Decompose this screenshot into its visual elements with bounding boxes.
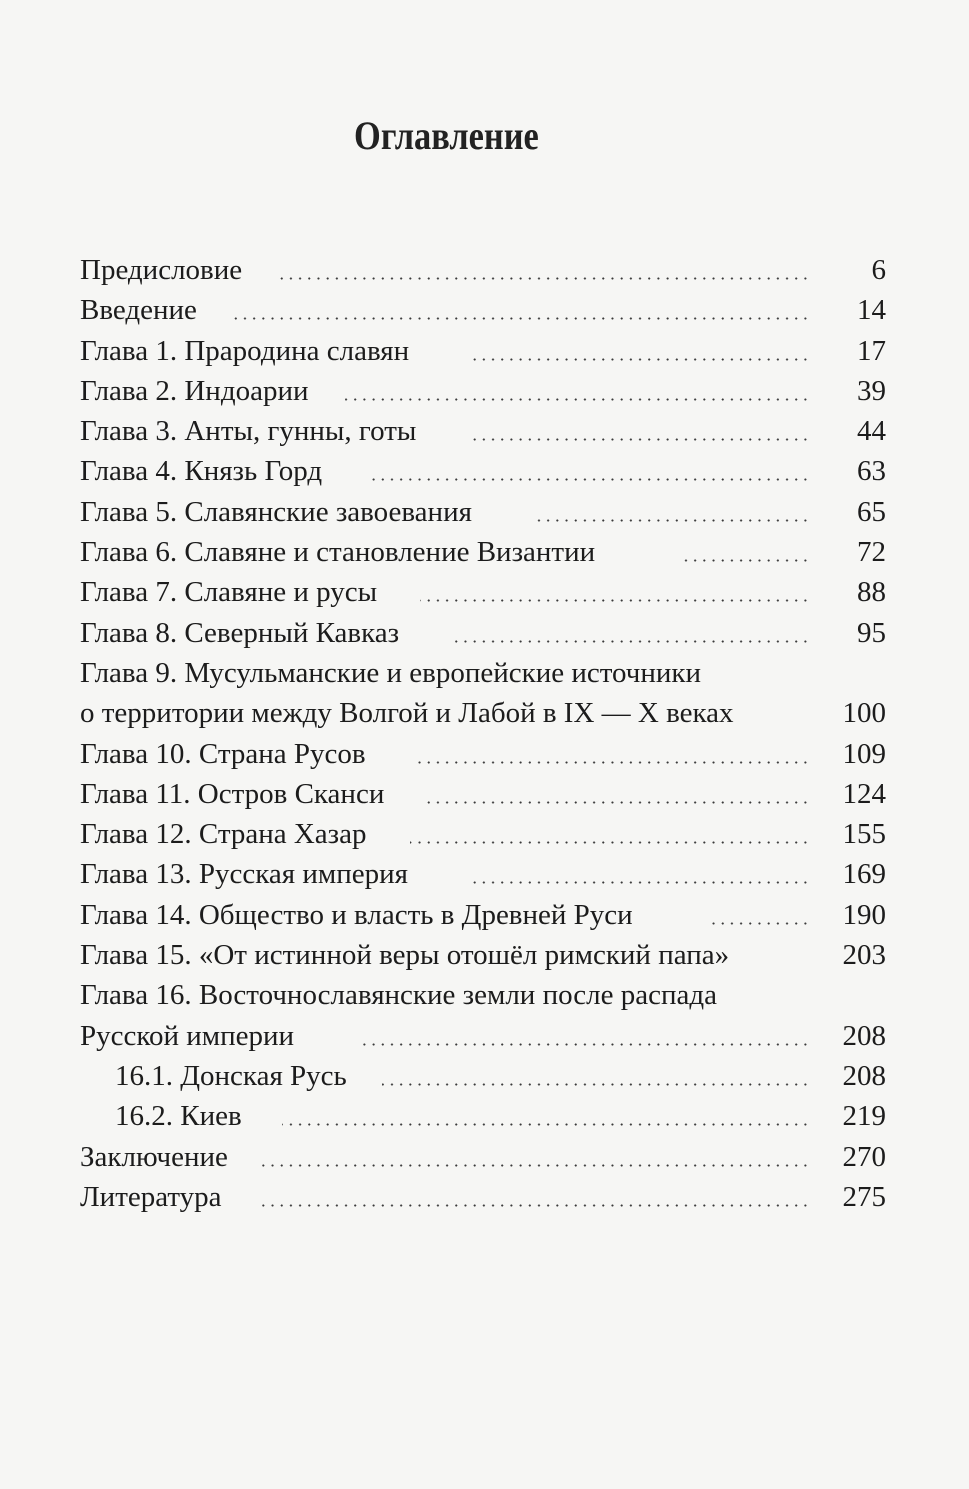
toc-entry (80, 653, 886, 693)
toc-page-number: 208 (842, 1019, 886, 1052)
toc-entry (80, 411, 886, 451)
toc-page-number: 203 (842, 939, 886, 972)
dot-leader (345, 398, 810, 401)
dot-leader (262, 1164, 810, 1167)
toc-page-number: 155 (842, 818, 886, 851)
toc-entry-title: Глава 6. Славяне и становление Византии (80, 536, 596, 569)
toc-page-number: 275 (842, 1180, 886, 1213)
dot-leader (362, 1043, 810, 1046)
toc-page-number: 109 (842, 737, 886, 770)
toc-entry (80, 572, 886, 612)
toc-entry-title: Русской империи (80, 1019, 295, 1052)
dot-leader (420, 599, 810, 602)
toc-entry-title: Глава 8. Северный Кавказ (80, 616, 400, 649)
toc-entry (80, 734, 886, 774)
toc-entry (80, 290, 886, 330)
toc-entry (80, 371, 886, 411)
page-title: Оглавление (354, 113, 539, 158)
dot-leader (282, 1123, 810, 1126)
toc-page-number: 124 (842, 777, 886, 810)
toc-page-number: 169 (842, 858, 886, 891)
toc-page-number: 17 (857, 334, 886, 367)
toc-entry (80, 331, 886, 371)
toc-entry-title: 16.1. Донская Русь (115, 1059, 347, 1092)
toc-entry-title: Заключение (80, 1140, 228, 1173)
toc-page-number: 190 (842, 898, 886, 931)
toc-entry-title: Глава 15. «От истинной веры отошёл римский папа» (80, 939, 730, 972)
dot-leader (262, 1204, 810, 1207)
toc-entry (80, 895, 886, 935)
toc-entry (80, 613, 886, 653)
toc-page-number: 72 (857, 536, 886, 569)
toc-entry (80, 1137, 886, 1177)
table-of-contents (80, 250, 886, 1217)
dot-leader (372, 478, 810, 481)
toc-entry-title: Глава 4. Князь Горд (80, 455, 323, 488)
toc-entry-title: Глава 10. Страна Русов (80, 737, 366, 770)
toc-entry-title: Глава 1. Прародина славян (80, 334, 410, 367)
toc-page-number: 39 (857, 374, 886, 407)
toc-entry (80, 1096, 886, 1136)
toc-entry-title: Глава 7. Славяне и русы (80, 576, 378, 609)
toc-entry-title: Глава 9. Мусульманские и европейские источники (80, 656, 701, 689)
toc-page-number: 88 (857, 576, 886, 609)
dot-leader (425, 801, 810, 804)
toc-entry-title: Глава 13. Русская империя (80, 858, 408, 891)
toc-entry (80, 854, 886, 894)
toc-entry-title: Предисловие (80, 254, 243, 286)
toc-page-number: 6 (871, 254, 886, 286)
toc-entry (80, 1177, 886, 1217)
toc-page-number: 14 (857, 294, 886, 327)
toc-entry (80, 1056, 886, 1096)
toc-entry-title: Глава 11. Остров Сканси (80, 777, 385, 810)
toc-entry (80, 693, 886, 733)
dot-leader (712, 922, 810, 925)
toc-entry (80, 250, 886, 290)
toc-entry (80, 935, 886, 975)
toc-entry-title: Введение (80, 294, 197, 327)
toc-entry (80, 492, 886, 532)
toc-entry-title: Глава 14. Общество и власть в Древней Руси (80, 898, 633, 931)
dot-leader (275, 277, 810, 280)
toc-page-number: 65 (857, 495, 886, 528)
toc-page-number: 95 (857, 616, 886, 649)
toc-entry (80, 774, 886, 814)
toc-page-number: 219 (842, 1100, 886, 1133)
toc-entry (80, 975, 886, 1015)
toc-page-number: 100 (842, 697, 886, 730)
dot-leader (535, 519, 810, 522)
toc-page-number: 63 (857, 455, 886, 488)
dot-leader (455, 640, 810, 643)
toc-entry (80, 451, 886, 491)
toc-entry (80, 1016, 886, 1056)
toc-entry-title: Глава 12. Страна Хазар (80, 818, 367, 851)
dot-leader (232, 317, 810, 320)
dot-leader (680, 559, 810, 562)
dot-leader (412, 761, 810, 764)
dot-leader (470, 358, 810, 361)
toc-page-number: 44 (857, 415, 886, 448)
toc-page-number: 270 (842, 1140, 886, 1173)
toc-entry-title: Глава 2. Индоарии (80, 374, 309, 407)
toc-entry (80, 814, 886, 854)
toc-entry-title: Глава 3. Анты, гунны, готы (80, 415, 417, 448)
toc-entry (80, 532, 886, 572)
toc-entry-title: о территории между Волгой и Лабой в IX — X веках (80, 697, 734, 730)
toc-entry-title: Глава 16. Восточнославянские земли после распада (80, 979, 718, 1012)
toc-entry-title: Литература (80, 1180, 222, 1213)
toc-page-number: 208 (842, 1059, 886, 1092)
toc-entry-title: Глава 5. Славянские завоевания (80, 495, 472, 528)
dot-leader (470, 881, 810, 884)
dot-leader (410, 841, 810, 844)
toc-entry-title: 16.2. Киев (115, 1100, 242, 1133)
dot-leader (470, 438, 810, 441)
dot-leader (382, 1083, 810, 1086)
